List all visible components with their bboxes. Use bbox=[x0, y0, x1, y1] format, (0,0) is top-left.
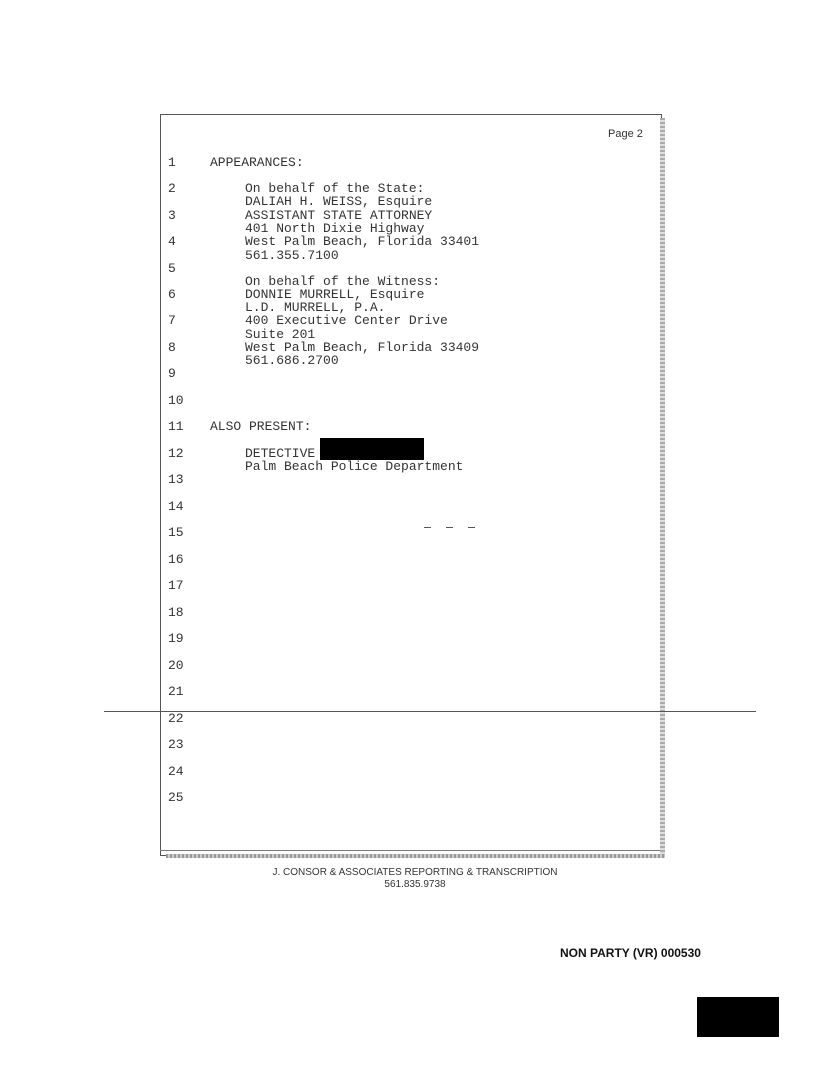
line-number: 4 bbox=[168, 234, 176, 249]
separator-dash bbox=[446, 527, 453, 528]
witness-city: West Palm Beach, Florida 33409 bbox=[245, 340, 480, 355]
corner-redaction-block bbox=[697, 997, 779, 1037]
line-number: 13 bbox=[168, 472, 184, 487]
detective-department: Palm Beach Police Department bbox=[245, 459, 464, 474]
line-number: 17 bbox=[168, 578, 184, 593]
witness-suite: Suite 201 bbox=[245, 327, 316, 342]
state-phone: 561.355.7100 bbox=[245, 248, 339, 263]
also-present-heading: ALSO PRESENT: bbox=[210, 419, 312, 434]
appearances-heading: APPEARANCES: bbox=[210, 155, 304, 170]
detective-label: DETECTIVE bbox=[245, 446, 316, 461]
redaction-bar bbox=[320, 438, 424, 460]
line-number: 18 bbox=[168, 605, 184, 620]
line-number: 12 bbox=[168, 446, 184, 461]
page-edge-shadow-right bbox=[660, 118, 665, 858]
line-number: 11 bbox=[168, 419, 184, 434]
state-behalf-line: On behalf of the State: bbox=[245, 181, 425, 196]
witness-firm: L.D. MURRELL, P.A. bbox=[245, 300, 386, 315]
footer-company: J. CONSOR & ASSOCIATES REPORTING & TRANSCRIPTION bbox=[272, 867, 558, 878]
witness-street: 400 Executive Center Drive bbox=[245, 313, 448, 328]
line-number: 25 bbox=[168, 790, 184, 805]
line-number: 19 bbox=[168, 631, 184, 646]
separator-dash bbox=[468, 527, 475, 528]
line-number: 24 bbox=[168, 764, 184, 779]
horizontal-scan-line bbox=[104, 711, 756, 712]
separator-dash bbox=[424, 527, 431, 528]
state-attorney-name: DALIAH H. WEISS, Esquire bbox=[245, 194, 433, 209]
bates-number: NON PARTY (VR) 000530 bbox=[560, 946, 701, 960]
line-number: 5 bbox=[168, 261, 176, 276]
line-number: 16 bbox=[168, 552, 184, 567]
line-number: 2 bbox=[168, 181, 176, 196]
footer-phone: 561.835.9738 bbox=[384, 879, 446, 890]
line-number: 22 bbox=[168, 711, 184, 726]
state-street: 401 North Dixie Highway bbox=[245, 221, 425, 236]
witness-attorney-name: DONNIE MURRELL, Esquire bbox=[245, 287, 425, 302]
line-number: 6 bbox=[168, 287, 176, 302]
state-attorney-title: ASSISTANT STATE ATTORNEY bbox=[245, 208, 433, 223]
line-number: 1 bbox=[168, 155, 176, 170]
line-number: 20 bbox=[168, 658, 184, 673]
state-city: West Palm Beach, Florida 33401 bbox=[245, 234, 480, 249]
line-number: 9 bbox=[168, 366, 176, 381]
page-number-label: Page 2 bbox=[608, 128, 643, 140]
line-number: 15 bbox=[168, 525, 184, 540]
witness-phone: 561.686.2700 bbox=[245, 353, 339, 368]
witness-behalf-line: On behalf of the Witness: bbox=[245, 274, 441, 289]
line-number: 10 bbox=[168, 393, 184, 408]
page-edge-shadow-bottom bbox=[166, 854, 665, 858]
line-number: 3 bbox=[168, 208, 176, 223]
line-number: 21 bbox=[168, 684, 184, 699]
bottom-rule bbox=[160, 850, 660, 851]
line-number: 23 bbox=[168, 737, 184, 752]
line-number: 14 bbox=[168, 499, 184, 514]
line-number: 8 bbox=[168, 340, 176, 355]
line-number: 7 bbox=[168, 313, 176, 328]
